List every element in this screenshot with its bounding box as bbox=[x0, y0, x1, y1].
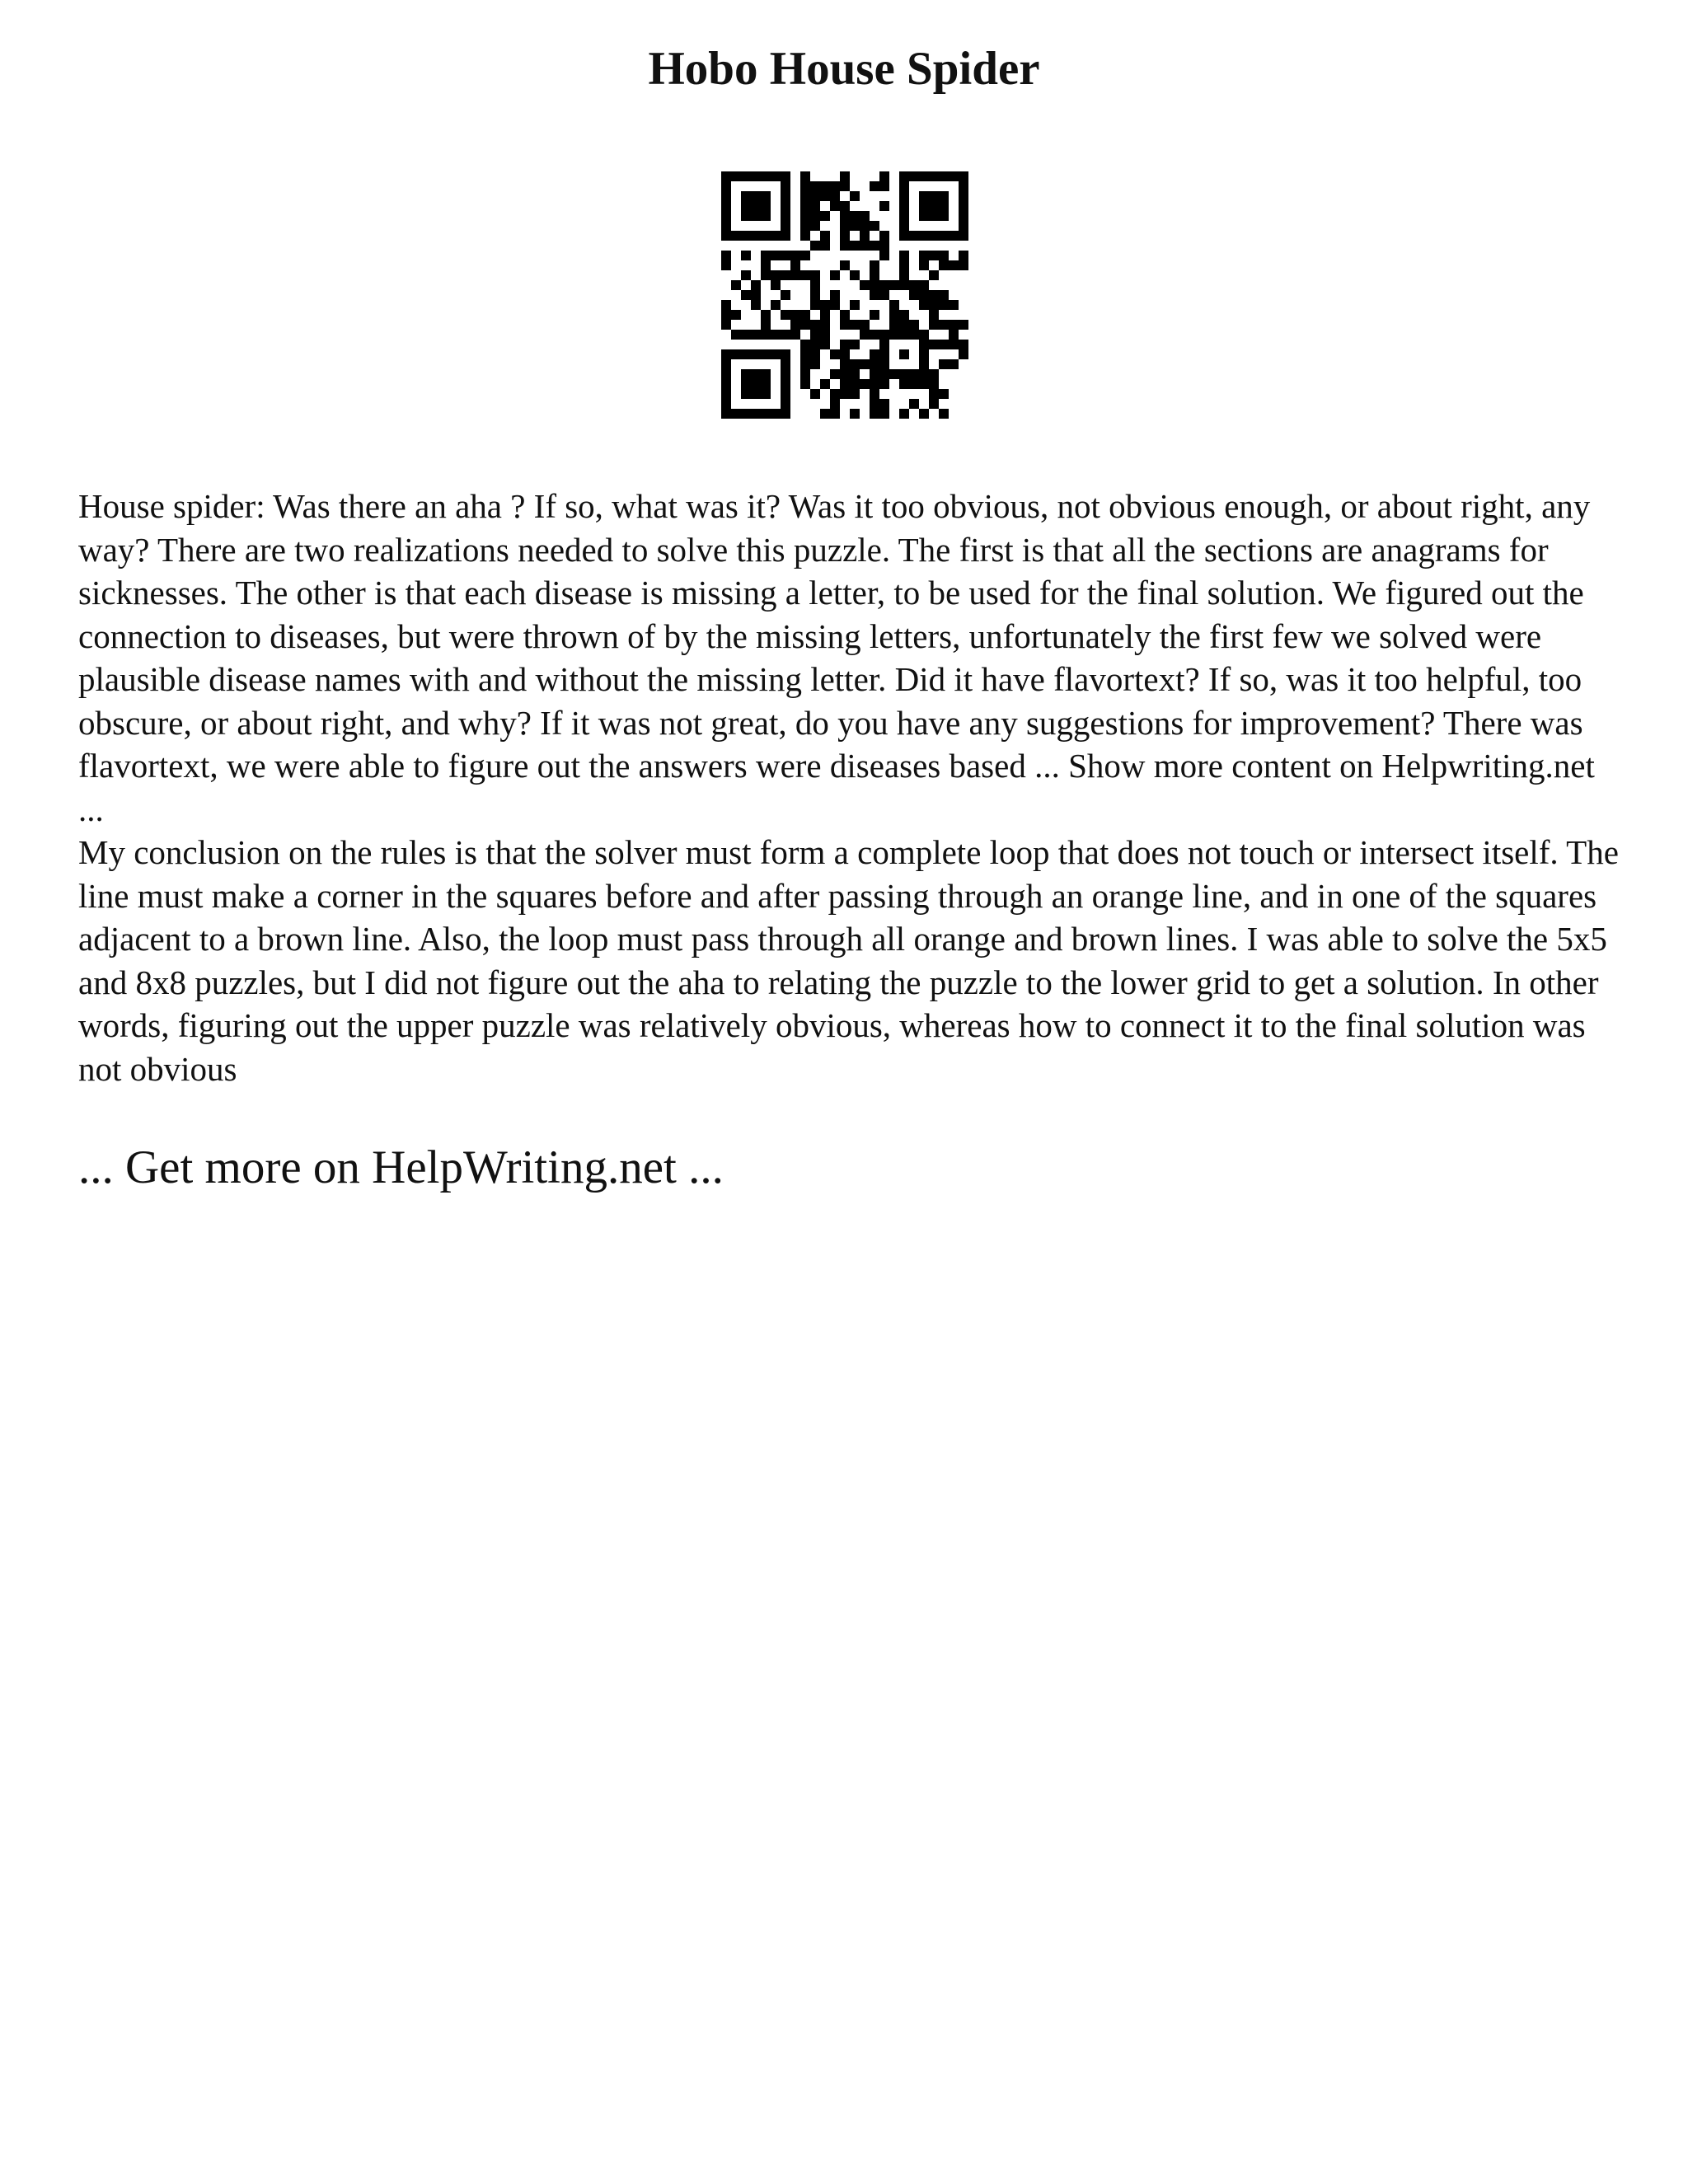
paragraph-1: House spider: Was there an aha ? If so, what was it? Was it too obvious, not obvious enough, or about right, any way? There are two realizations needed to solve this puzzle. The first is that all the sections are anagrams for sicknesses. The other is that each disease is missing a letter, to be used for the final solution. We figured out the connection to diseases, but were thrown of by the missing letters, unfortunately the first few we solved were plausible disease names with and without the missing letter. Did it have flavortext? If so, was it too helpful, too obscure, or about right, and why? If it was not great, do you have any suggestions for improvement? There was flavortext, we were able to figure out the answers were diseases based ... Show more content on Helpwriting.net ... bbox=[78, 487, 1595, 828]
article-body bbox=[78, 485, 1628, 1090]
qr-code-icon[interactable] bbox=[721, 171, 968, 419]
paragraph-2: My conclusion on the rules is that the solver must form a complete loop that does not touch or intersect itself. The line must make a corner in the squares before and after passing through an orange line, and in one of the squares adjacent to a brown line. Also, the loop must pass through all orange and brown lines. I was able to solve the 5x5 and 8x8 puzzles, but I did not figure out the aha to relating the puzzle to the lower grid to get a solution. In other words, figuring out the upper puzzle was relatively obvious, whereas how to connect it to the final solution was not obvious bbox=[78, 833, 1619, 1088]
qr-code-graphic bbox=[721, 171, 968, 419]
page-title: Hobo House Spider bbox=[648, 43, 1040, 95]
get-more-link[interactable]: ... Get more on HelpWriting.net ... bbox=[78, 1141, 724, 1193]
